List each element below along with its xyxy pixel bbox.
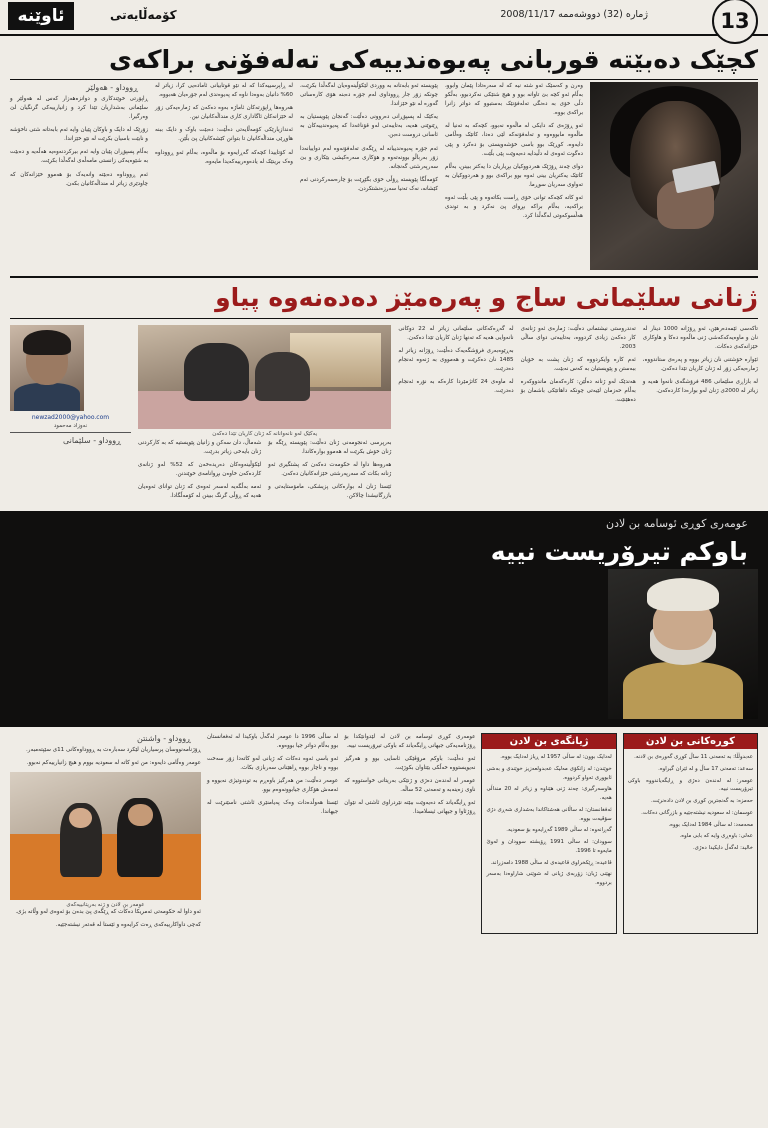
story2-author-portrait [10,325,84,411]
story2-col-0: تاکەسی ئێمەدەرهێن، ئەو ڕۆژانە 1000 دینار لە نان و ماوەیەکەکەشی ژنی ماڵەوە دەکا و هاوکاری خێزانەکەی دەکات. ئێوارە خۆشتنی نان زیاتر بووە و پەرەی ستاندووە، ژمارەیەکی زۆر لە ژنان کاریان تێدا دەکەن. لە بازاڕی سلێمانی 486 فرۆشگەی نانەوا هەیە و زیاتر لە 2000ی ژنان لەو بوارەدا کاردەکەن. [642,325,759,394]
story3-photo [608,569,758,719]
story1-col-2: لە ڕاپرسییەکدا کە لە نێو قوتابیانی ئامادەیی کرا، زیاتر لە 60% دانیان بەوەدا ناوە کە پەیوەندی لەم جۆرەیان هەبووە. هەروەها ڕاپۆرتەکان ئاماژە بەوە دەکەن کە ژمارەیەکی زۆر لە خێزانەکان ئاگاداری کاری منداڵەکانیان نین. ئەندازیارێکی کۆمەڵایەتی دەڵێت: دەبێت باوک و دایک ببنە هاوڕێی منداڵەکانیان تا بتوانن کێشەکانیان پێ بڵێن. لە کۆتاییدا کچەکە گەڕایەوە بۆ ماڵەوە، بەڵام ئەو ڕووداوە وەک برینێک لە یادەوەرییەکەیدا مایەوە. [155,83,293,165]
newspaper-logo: ئاوێنە [8,2,74,30]
author-email: newzad2000@yahoo.com [31,413,110,421]
story3-headline: باوکم تیرۆریست نییە [490,536,748,566]
box-life-title: ژیانگەی بن لادن [482,734,615,749]
story2-col-4: شەماڵ، دان سەکن و زانیان پێویستیە کە بە کارکردنی ژنان بایەخی زیاتر بدرێت. لێکۆڵینەوەکان دەریدەخەن کە 52% لەو ژنانەی کاردەکەن خاوەن بڕوانامەی خوێندنن. ئەمە بەڵگەیە لەسەر ئەوەی کە ژنان توانای ئەوەیان هەیە کە ڕۆڵی گرنگ ببینن لە کۆمەڵگادا. [137,439,262,499]
story3-kicker: عومەری کوڕی ئوسامە بن لادن [606,516,748,530]
story2-photo [138,325,391,429]
story2-headline: ژنانی سلێمانی ساج و پەرەمێز دەدەنەوە پیاو [215,283,758,313]
story-bin-laden [0,511,768,727]
story3-byline: ڕووداو - واشنتن [137,734,191,744]
masthead [0,0,768,36]
story2-col-1: تەندروستی نیشتمانی دەڵێت: ژمارەی ئەو ژنانەی کار دەکەن زیادی کردووە، بەتایبەتی دوای ساڵی 2003. ئەم کارە وایکردووە کە ژنان پشت بە خۆیان ببەستن و پێویستیان بە کەس نەبێت. هەندێک لەو ژنانە دەڵێن: کارەکەمان ماندووکەرە بەڵام حەزمان لێیەتی چونکە داهاتێکی باشمان بۆ دەهێنێت. [520,325,636,403]
story1-col-0: وەرن و کەسێک ئەو شتە نیە کە لە سەرەتادا پێمان وابوو، بەڵام ئەو کچە بێ تاوانە بوو و هیچ شتێکی نەکردبوو، بەڵکو دڵی خۆی بە دەنگی تەلەفۆنێک بەستبوو کە دواتر زانرا براکەی بووە. ئەو ڕۆژەی کە دایکی لە ماڵەوە نەبوو، کچەکە بە تەنیا لە ماڵەوە مابووەوە و تەلەفۆنەکە لێی دەدا، کاتێک وەڵامی دایەوە، کوڕێک بوو باسی خۆشەویستی بۆ دەکرد و پێی دەگوت ئەوەی لە دڵیدایە دەیەوێت پێی بڵێت. دوای چەند ڕۆژێک هەردووکیان بڕیاریان دا یەکتر ببینن، بەڵام کاتێک یەکتریان بینی ئەوە بوو براکەی بوو و هەردووکیان بە تەواوی سەریان سوڕما. ئەو کاتە کچەکە توانی خۆی ڕاست بکاتەوە و پێی بڵێت ئەوە براکەیە، بەڵام براکە بڕوای پێ نەکرد و بە توندی هەڵسوکەوتی لەگەڵدا کرد. [445,83,583,219]
story3-col-2: ڕووداو - واشنتن ڕۆژنامەنووسان پرسیاریان لێکرد سەبارەت بە ڕووداوەکانی 11ی سێپتەمبەر. عومەر وەڵامی دایەوە: من ئەو کاتە لە سعودیە بووم و هیچ زانیارییەکم نەبوو. [10,733,201,768]
story3-col-2b: ئەو داوا لە حکومەتی ئەمریکا دەکات کە ڕێگەی پێ بدەن بۆ ئەوەی لەو وڵاتە بژی. کەچی داواکارییەکەی ڕەت کرایەوە و ئێستا لە قەتەر نیشتەجێیە. [15,909,201,929]
story1-col-1: پێویستە ئەو بابەتانە بە ووردی لێکۆڵینەوەیان لەگەڵدا بکرێت، چونکە زۆر جار ڕووداوی لەم جۆرە دەبنە هۆی کارەساتی گەورە لە نێو خێزاندا. یەکێک لە پسپۆڕانی دەروونی دەڵێت: گەنجان پێویستیان بە ڕێنوێنی هەیە، بەتایبەتی لەو قۆناغەدا کە پەیوەندییەکان بە ئاسانی دروست دەبن. ئەم جۆرە پەیوەندییانە لە ڕێگەی تەلەفۆنەوە لەم دواییانەدا زۆر بەرباڵو بوونەتەوە و هۆکاری سەرەکیشی بێکاری و بێ سەرپەرشتی گەنجانە. کۆمەڵگا پێویستە ڕۆڵی خۆی بگێڕێت بۆ چارەسەرکردنی ئەم کێشانە، نەک تەنیا سەرزەنشتکردن. [300,83,438,192]
story-phone-call [0,36,768,270]
story1-headline: کچێک دەبێتە قوربانی پەیوەندییەکی تەلەفۆنی براکەی [108,45,758,74]
story2-col-3: بەرپرسی ئەنجومەنی ژنان دەڵێت: پێویستە ڕێگە بۆ ژنان خۆش بکرێت لە هەموو بوارەکاندا. هەروەها داوا لە حکومەت دەکەن کە پشتگیری ئەو ژنانە بکات کە سەرپەرشتی خێزانەکانیان دەکەن. ئێستا ژنان لە بوارەکانی پزیشکی، مامۆستایەتی و بازرگانیشدا چالاکن. [268,439,392,499]
story1-col-3: ڕووداو - هەولێر ڕاپۆرتی خوێندکاری و دوانزەهەزار کەس لە هەولێر و سلێمانی بەشداریان تێدا کرد و زانیارییەکی گرنگیان لێ وەرگیرا. زۆرێک لە دایک و باوکان پێیان وایە ئەم بابەتانە شتی ناخۆشە و نابێت باسیان بکرێت لە نێو خێزاندا. بەڵام پسپۆڕان پێیان وایە ئەم بیرکردنەوەیە هەڵەیە و دەبێت بە شێوەیەکی زانستی مامەڵەی لەگەڵدا بکرێت. ئەم ڕووداوە دەبێتە وانەیەک بۆ هەموو خێزانەکان کە چاودێری زیاتر لە منداڵەکانیان بکەن. [10,83,148,187]
author-name: نەوزاد مەحمود [53,422,88,429]
section-title: کۆمەڵایەتی [110,8,177,22]
story3-photo-caption: عومەر بن لادن و ژنە بەریتانییەکەی [66,902,145,909]
story1-photo [590,82,758,270]
box-family-title: کوڕەکانی بن لادن [624,734,757,749]
story3-col-1: لە ساڵی 1996 دا عومەر لەگەڵ باوکیدا لە ئەفغانستان بوو بەڵام دواتر جیا بووەوە. ئەو باسی ئەوە دەکات کە ژیانی لەو کاتەدا زۆر سەخت بووە و ناچار بووە ڕاهێنانی سەربازی بکات. عومەر دەڵێت: من هەرگیز باوەڕم بە توندوتیژی نەبووە و ئەمەش هۆکاری جیابوونەوەم بوو. ئێستا هەوڵدەدات وەک پەیامنێری ئاشتی ناسێنرێت لە جیهاندا. [206,734,339,816]
box-life [481,733,616,934]
box-family [623,733,758,934]
story2-col-2: لە گەڕەکەکانی سلێمانی زیاتر لە 22 دوکانی نانەوایی هەیە کە تەنها ژنان کاریان تێدا دەکەن. بەڕێوەبەری فرۆشگەیەک دەڵێت: ڕۆژانە زیاتر لە 1485 نان دەکرێت و هەمووی بە ژنەوە ئەنجام دەدرێت. لە ماوەی 24 کاتژمێردا کارەکە بە نۆرە ئەنجام دەدرێت. [398,325,514,394]
story-women-bakers [0,278,768,505]
box-family-body: عەبدوڵڵا: بە تەمەنی 11 ساڵ کوڕی گەورەی بن لادنە. سەعد: تەمەنی 17 ساڵ و لە ئێران گیراوە. عومەر: لە لەندەن دەژی و ڕایگەیاندووە باوکی تیرۆریست نییە. حەمزە: بە گەنجترین کوڕی بن لادن دادەنرێت. عوسمان: لە سعودیە نیشتەجێیە و بازرگانی دەکات. محەمەد: لە ساڵی 1984 لەدایک بووە. عەلی: باوەڕی وایە کە بابی ماوە. خالید: لەگەڵ دایکیدا دەژی. [627,754,753,852]
story1-byline: ڕووداو - هەولێر [86,83,138,93]
page-number: 13 [712,0,758,44]
story2-photo-caption: یەکێک لەو نانەوانانە کە ژنان کاریان تێدا دەکەن [212,430,318,437]
issue-info: ژمارە (32) دووشەممە 2008/11/17 [500,9,648,20]
bottom-section [0,727,768,934]
story2-byline: ڕووداو - سلێمانی [63,435,121,445]
story3-col-0: عومەری کوڕی ئوسامە بن لادن لە لێدوانێکدا بۆ ڕۆژنامەیەکی جیهانی ڕایگەیاند کە باوکی تیرۆریست نییە. ئەو دەڵێت: باوکم مرۆڤێکی ئاسایی بوو و هەرگیز نەیویستووە خەڵکی بێتاوان بکوژێت. عومەر لە لەندەن دەژی و ژنێکی بەریتانی خواستووە کە ناوی زەینەبە و تەمەنی 52 ساڵە. ئەو ڕایگەیاند کە دەیەوێت ببێتە نێردراوی ئاشتی لە نێوان ڕۆژئاوا و جیهانی ئیسلامیدا. [344,734,476,816]
story3-couple-photo [10,772,201,900]
box-life-body: لەدایک بوون: لە ساڵی 1957 لە ڕیاز لەدایک بووە. خوێندن: لە زانکۆی مەلیک عەبدولعەزیز خوێندی و بەشی ئابووری تەواو کردووە. هاوسەرگیری: چەند ژنی هێناوە و زیاتر لە 20 منداڵی هەیە. ئەفغانستان: لە ساڵانی هەشتاکاندا بەشداری شەڕی دژی سۆڤیەت بووە. گەڕانەوە: لە ساڵی 1989 گەڕایەوە بۆ سعودیە. سوودان: لە ساڵی 1991 ڕۆیشتە سوودان و لەوێ مایەوە تا 1996. قاعیدە: ڕێکخراوی قاعیدەی لە ساڵی 1988 دامەزراند. نهێنی ژیان: زۆربەی ژیانی لە شوێنی شاراوەدا بەسەر بردووە. [486,754,612,887]
